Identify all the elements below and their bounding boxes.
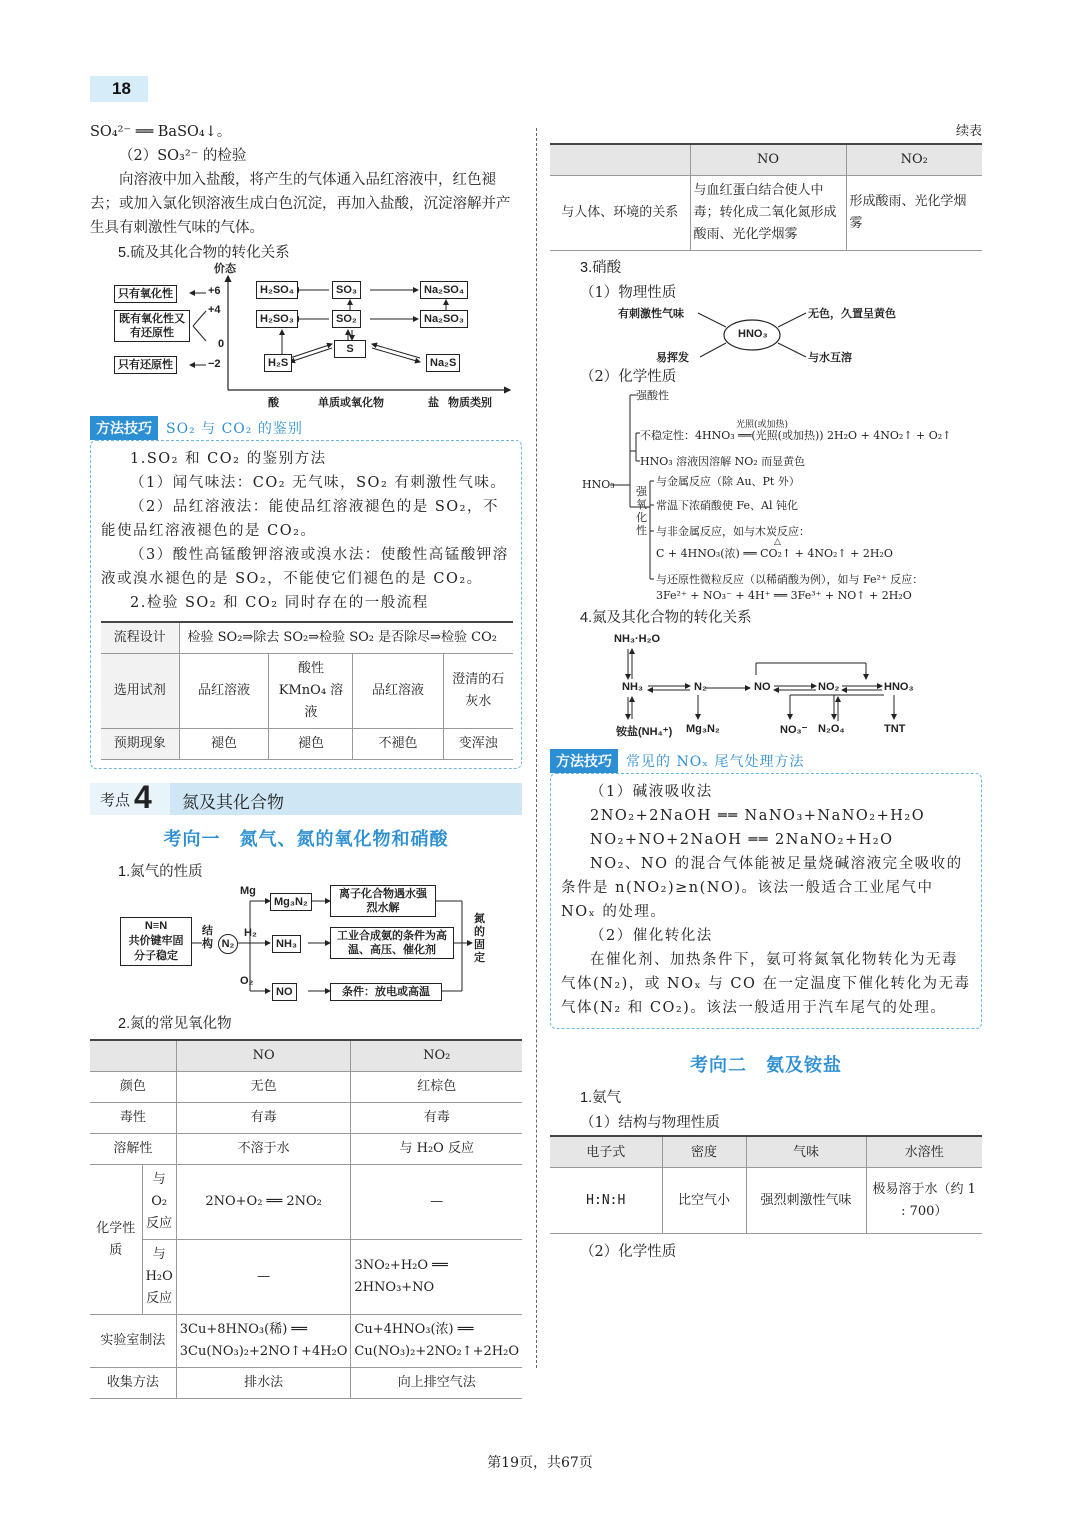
table-row bbox=[90, 1315, 522, 1368]
phys-c: 易挥发 bbox=[656, 352, 689, 364]
valence-axis-label: 价态 bbox=[214, 263, 236, 275]
table-row bbox=[101, 654, 513, 729]
table-cell: 与 H₂O 反应 bbox=[142, 1240, 176, 1315]
table-row bbox=[90, 1165, 522, 1240]
oxides-title: 2.氮的常见氧化物 bbox=[118, 1016, 232, 1032]
arrow-label-o2: O₂ bbox=[240, 975, 254, 987]
arrow-label-mg: Mg bbox=[240, 885, 256, 897]
table-cell: 与 O₂ 反应 bbox=[142, 1165, 176, 1240]
x-label-acid: 酸 bbox=[268, 397, 279, 409]
method-p3: NO₂+NO+2NaOH ══ 2NaNO₂+H₂O bbox=[590, 832, 894, 848]
table-cell: 变浑浊 bbox=[443, 729, 513, 760]
method-tag: 方法技巧 bbox=[550, 749, 618, 773]
table-cell: 与血红蛋白结合使人中毒；转化成二氧化氮形成酸雨、光化学烟雾 bbox=[690, 176, 846, 251]
table-row bbox=[101, 622, 513, 654]
oxides-table bbox=[90, 1039, 522, 1399]
chem-unstable-cond: 光照(或加热) bbox=[736, 420, 789, 430]
arrow-label-h2: H₂ bbox=[244, 927, 257, 939]
table-row bbox=[90, 1103, 522, 1134]
tick-zero: 0 bbox=[218, 338, 225, 350]
tick-plus4: +4 bbox=[208, 304, 221, 316]
nh3-subtitle: （1）结构与物理性质 bbox=[580, 1115, 720, 1131]
x-label-element: 单质或氧化物 bbox=[318, 397, 384, 409]
table-cell: 向上排空气法 bbox=[351, 1368, 522, 1399]
table-cell: 预期现象 bbox=[101, 729, 179, 760]
nitrogen-fixation-label: 氮的固定 bbox=[474, 913, 485, 964]
node-no2: NO₂ bbox=[818, 681, 840, 693]
page-footer: 第19页，共67页 bbox=[487, 1455, 593, 1471]
method-p6: 在催化剂、加热条件下，氨可将氮氧化物转化为无毒气体(N₂)，或 NOₓ 与 CO 在一定温度下催化转化为无毒气体(N₂ 和 CO₂)。该法一般适用于汽车尾气的处理。 bbox=[561, 952, 971, 1016]
table-cell: 2NO+O₂ ══ 2NO₂ bbox=[176, 1165, 351, 1240]
left-column bbox=[90, 120, 522, 1399]
table-row bbox=[101, 729, 513, 760]
table-cell: 排水法 bbox=[176, 1368, 351, 1399]
table-cell: 检验 SO₂⇒除去 SO₂⇒检验 SO₂ 是否除尽⇒检验 CO₂ bbox=[179, 622, 513, 654]
product-no: NO bbox=[272, 983, 297, 1001]
hno3-center: HNO₃ bbox=[738, 328, 768, 340]
ox-label-reducing: 只有还原性 bbox=[114, 356, 177, 374]
n2-bond-text: 共价键牢固 bbox=[128, 935, 184, 947]
sulfur-diagram bbox=[90, 263, 522, 409]
product-mg3n2: Mg₃N₂ bbox=[270, 893, 312, 911]
page-number: 18 bbox=[90, 76, 148, 102]
table-cell: 实验室制法 bbox=[90, 1315, 176, 1368]
hno3-chemical-diagram bbox=[550, 389, 982, 603]
node-n2o4: N₂O₄ bbox=[818, 723, 845, 735]
table-cell: NO₂ bbox=[351, 1040, 522, 1072]
table-cell: 电子式 bbox=[550, 1136, 662, 1168]
table-row bbox=[90, 1368, 522, 1399]
structure-label: 结构 bbox=[202, 925, 213, 950]
nitrogen-conversion-diagram bbox=[550, 631, 982, 741]
chem-unstable-2: HNO₃ 溶液因溶解 NO₂ 而显黄色 bbox=[640, 455, 806, 468]
node-h2s: H₂S bbox=[264, 354, 292, 372]
n2-center: N₂ bbox=[218, 934, 238, 954]
chem-ox-3: 与非金属反应，如与木炭反应： bbox=[656, 525, 810, 538]
node-no3: NO₃⁻ bbox=[780, 724, 808, 736]
chem-ox-6: 3Fe²⁺ + NO₃⁻ + 4H⁺ ══ 3Fe³⁺ + NO↑ + 2H₂O bbox=[656, 589, 912, 602]
table-cell: 无色 bbox=[176, 1072, 351, 1103]
table-cell: 颜色 bbox=[90, 1072, 176, 1103]
intro-line-1: SO₄²⁻ ══ BaSO₄↓。 bbox=[90, 124, 232, 140]
node-no: NO bbox=[754, 681, 771, 693]
table-cell: — bbox=[351, 1165, 522, 1240]
table-cell: 红棕色 bbox=[351, 1072, 522, 1103]
tick-minus2: −2 bbox=[208, 358, 221, 370]
ox-label-both: 既有氧化性又有还原性 bbox=[114, 310, 190, 342]
method-p3: （2）品红溶液法：能使品红溶液褪色的是 SO₂，不能使品红溶液褪色的是 CO₂。 bbox=[101, 499, 499, 539]
chem-ox-2: 常温下浓硝酸使 Fe、Al 钝化 bbox=[656, 499, 798, 512]
table-row bbox=[90, 1134, 522, 1165]
method-tips-1 bbox=[90, 416, 522, 769]
table-cell: 品红溶液 bbox=[179, 654, 269, 729]
chem-delta: △ bbox=[774, 537, 781, 547]
method-tips-2 bbox=[550, 749, 982, 1029]
table-cell: NO bbox=[690, 144, 846, 176]
method-p2: （1）闻气味法：CO₂ 无气味，SO₂ 有刺激性气味。 bbox=[130, 475, 507, 491]
chem-ox-label: 强氧化性 bbox=[636, 485, 647, 537]
table-cell: 有毒 bbox=[176, 1103, 351, 1134]
so2-co2-table bbox=[101, 621, 513, 760]
table-cell: — bbox=[176, 1240, 351, 1315]
product-nh3: NH₃ bbox=[272, 935, 301, 953]
table-row bbox=[90, 1040, 522, 1072]
phys-b: 无色，久置呈黄色 bbox=[808, 308, 896, 320]
table-row bbox=[550, 144, 982, 176]
chem-ox-5: 与还原性微粒反应（以稀硝酸为例），如与 Fe²⁺ 反应： bbox=[656, 573, 924, 586]
table-cell: NO bbox=[176, 1040, 351, 1072]
node-n2: N₂ bbox=[694, 681, 707, 693]
chem-ox-4: C + 4HNO₃(浓) ══ CO₂↑ + 4NO₂↑ + 2H₂O bbox=[656, 547, 893, 560]
table-cell: 褪色 bbox=[269, 729, 353, 760]
table-cell: H:N:H bbox=[550, 1168, 662, 1234]
table-cell: 褪色 bbox=[179, 729, 269, 760]
table-cell: 化学性质 bbox=[90, 1165, 142, 1315]
right-column bbox=[550, 120, 982, 1264]
node-so2: SO₂ bbox=[332, 310, 361, 328]
node-nh3-h2o: NH₃·H₂O bbox=[614, 633, 661, 645]
kaodian-banner bbox=[90, 779, 522, 815]
node-nh3: NH₃ bbox=[622, 681, 643, 693]
nh3-table bbox=[550, 1135, 982, 1234]
node-na2so3: Na₂SO₃ bbox=[420, 310, 468, 328]
table-cell: 形成酸雨、光化学烟雾 bbox=[846, 176, 982, 251]
table-cell: 水溶性 bbox=[866, 1136, 982, 1168]
node-s: S bbox=[334, 340, 366, 358]
table-cell bbox=[550, 144, 690, 176]
table-cell: 密度 bbox=[662, 1136, 746, 1168]
x-label-salt: 盐 bbox=[428, 397, 439, 409]
hno3-title: 3.硝酸 bbox=[580, 260, 622, 276]
table-cell: 不溶于水 bbox=[176, 1134, 351, 1165]
table-cell: 极易溶于水（约 1 : 700） bbox=[866, 1168, 982, 1234]
ox-label-oxidizing: 只有氧化性 bbox=[114, 285, 177, 303]
kaodian-label: 考点 bbox=[100, 792, 131, 809]
table-cell: 酸性 KMnO₄ 溶液 bbox=[269, 654, 353, 729]
table-cell: 与人体、环境的关系 bbox=[550, 176, 690, 251]
table-cell: 品红溶液 bbox=[353, 654, 443, 729]
table-cell: Cu+4HNO₃(浓) ══ Cu(NO₃)₂+2NO₂↑+2H₂O bbox=[351, 1315, 522, 1368]
node-mg3n2: Mg₃N₂ bbox=[686, 723, 720, 735]
method-p1: （1）碱液吸收法 bbox=[590, 784, 713, 800]
note-no: 条件：放电或高温 bbox=[330, 983, 442, 1001]
nh3-chem-title: （2）化学性质 bbox=[580, 1244, 677, 1260]
note-mg3n2: 离子化合物遇水强烈水解 bbox=[330, 885, 436, 917]
node-tnt: TNT bbox=[884, 723, 906, 735]
kaoxiang-1-title: 考向一 氮气、氮的氧化物和硝酸 bbox=[163, 829, 449, 849]
method-p4: （3）酸性高锰酸钾溶液或溴水法：使酸性高锰酸钾溶液或溴水褪色的是 SO₂，不能使它们褪色的是 CO₂。 bbox=[101, 547, 509, 587]
tick-plus6: +6 bbox=[208, 285, 221, 297]
nh3-title: 1.氨气 bbox=[580, 1090, 622, 1106]
method-box bbox=[550, 773, 982, 1029]
node-na2so4: Na₂SO₄ bbox=[420, 281, 468, 299]
phys-a: 有刺激性气味 bbox=[618, 308, 684, 320]
node-h2so3: H₂SO₃ bbox=[256, 310, 298, 328]
table-row bbox=[90, 1240, 522, 1315]
continued-table bbox=[550, 143, 982, 251]
table-cell: 与 H₂O 反应 bbox=[351, 1134, 522, 1165]
table-cell: 毒性 bbox=[90, 1103, 176, 1134]
chem-ox-1: 与金属反应（除 Au、Pt 外） bbox=[656, 475, 800, 488]
phys-title: （1）物理性质 bbox=[580, 285, 677, 301]
method-p5: （2）催化转化法 bbox=[590, 928, 713, 944]
n2-title: 1.氮气的性质 bbox=[118, 864, 203, 880]
table-cell: 3Cu+8HNO₃(稀) ══ 3Cu(NO₃)₂+2NO↑+4H₂O bbox=[176, 1315, 351, 1368]
table-cell: 强烈刺激性气味 bbox=[746, 1168, 866, 1234]
table-cell: NO₂ bbox=[846, 144, 982, 176]
column-divider bbox=[536, 128, 537, 1368]
chem-title: （2）化学性质 bbox=[580, 369, 677, 385]
kaodian-title: 氮及其化合物 bbox=[170, 783, 522, 815]
note-nh3: 工业合成氨的条件为高温、高压、催化剂 bbox=[330, 927, 454, 959]
continued-label: 续表 bbox=[955, 124, 982, 139]
table-cell: 收集方法 bbox=[90, 1368, 176, 1399]
method-p5: 2.检验 SO₂ 和 CO₂ 同时存在的一般流程 bbox=[130, 595, 429, 611]
node-ammonium: 铵盐(NH₄⁺) bbox=[616, 726, 673, 738]
method-p4: NO₂、NO 的混合气体能被足量烧碱溶液完全吸收的条件是 n(NO₂)≥n(NO)。该法一般适合工业尾气中 NOₓ 的处理。 bbox=[561, 856, 963, 920]
kaoxiang-2-title: 考向二 氨及铵盐 bbox=[690, 1055, 842, 1075]
intro-paragraph: 向溶液中加入盐酸，将产生的气体通入品红溶液中，红色褪去；或加入氯化钡溶液生成白色沉淀，再加入盐酸，沉淀溶解并产生具有刺激性气味的气体。 bbox=[90, 172, 511, 236]
table-row bbox=[550, 1136, 982, 1168]
node-h2so4: H₂SO₄ bbox=[256, 281, 298, 299]
table-cell: 3NO₂+H₂O ══ 2HNO₃+NO bbox=[351, 1240, 522, 1315]
x-label-category: 物质类别 bbox=[448, 397, 492, 409]
table-cell: 气味 bbox=[746, 1136, 866, 1168]
table-cell: 溶解性 bbox=[90, 1134, 176, 1165]
method-tag: 方法技巧 bbox=[90, 416, 158, 440]
chem-root: HNO₃ bbox=[582, 478, 615, 491]
table-row bbox=[550, 176, 982, 251]
node-hno3: HNO₃ bbox=[884, 681, 914, 693]
chem-acid: 强酸性 bbox=[636, 389, 669, 402]
chem-unstable: 不稳定性：4HNO₃ ══(光照(或加热)) 2H₂O + 4NO₂↑ + O₂↑ bbox=[640, 429, 952, 442]
intro-line-2: （2）SO₃²⁻ 的检验 bbox=[119, 148, 247, 164]
table-cell: 有毒 bbox=[351, 1103, 522, 1134]
phys-d: 与水互溶 bbox=[808, 352, 852, 364]
table-cell: 比空气小 bbox=[662, 1168, 746, 1234]
table-cell bbox=[90, 1040, 176, 1072]
n2-triple-bond: N≡N bbox=[144, 920, 168, 932]
method-box bbox=[90, 440, 522, 769]
kaodian-number: 4 bbox=[134, 779, 152, 815]
section-5-title: 5.硫及其化合物的转化关系 bbox=[118, 245, 290, 261]
table-cell: 不褪色 bbox=[353, 729, 443, 760]
table-cell: 澄清的石灰水 bbox=[443, 654, 513, 729]
n2-structure-box bbox=[120, 917, 192, 966]
table-cell: 流程设计 bbox=[101, 622, 179, 654]
table-row bbox=[550, 1168, 982, 1234]
table-row bbox=[90, 1072, 522, 1103]
method-title: 常见的 NOₓ 尾气处理方法 bbox=[626, 754, 805, 770]
n2-diagram bbox=[90, 887, 522, 1005]
section-4-title: 4.氮及其化合物的转化关系 bbox=[580, 610, 752, 626]
method-p1: 1.SO₂ 和 CO₂ 的鉴别方法 bbox=[130, 451, 327, 467]
method-p2: 2NO₂+2NaOH ══ NaNO₃+NaNO₂+H₂O bbox=[590, 808, 926, 824]
n2-stable-text: 分子稳定 bbox=[134, 950, 178, 962]
table-cell: 选用试剂 bbox=[101, 654, 179, 729]
node-na2s: Na₂S bbox=[426, 354, 460, 372]
node-so3: SO₃ bbox=[332, 281, 361, 299]
hno3-physical-diagram bbox=[550, 305, 982, 365]
method-title: SO₂ 与 CO₂ 的鉴别 bbox=[166, 421, 303, 437]
